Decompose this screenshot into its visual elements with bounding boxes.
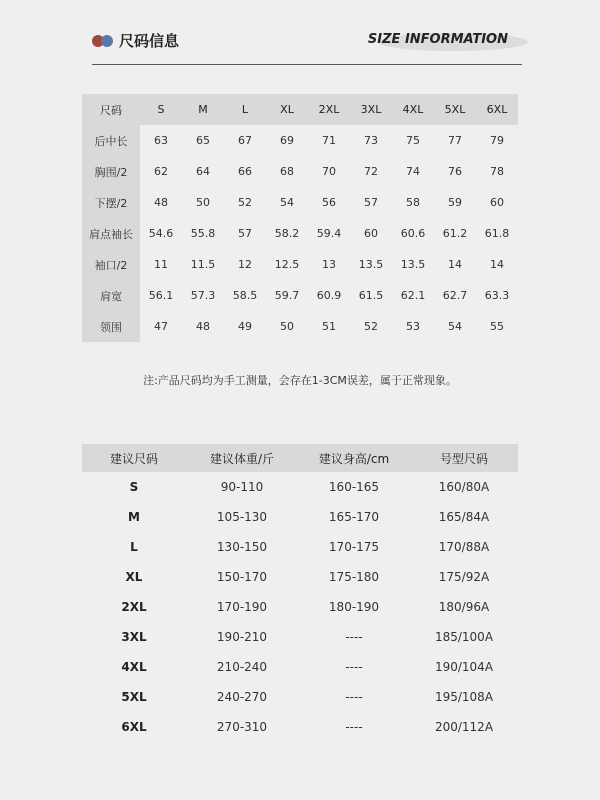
size-header-label: 尺码: [82, 94, 140, 125]
measurement-value: 63: [154, 134, 168, 147]
recommend-weight: 150-170: [216, 570, 268, 584]
recommend-height: 170-175: [328, 540, 380, 554]
measurement-value: 62: [154, 165, 168, 178]
measurement-value: 12: [238, 258, 252, 271]
size-table-row: [82, 156, 518, 187]
measurement-value: 74: [406, 165, 420, 178]
recommend-table-row: [82, 682, 518, 712]
measurement-value: 52: [238, 196, 252, 209]
measurement-label: 胸围/2: [82, 156, 140, 187]
measurement-value: 49: [238, 320, 252, 333]
measurement-value: 57: [238, 227, 252, 240]
measurement-value: 60.9: [316, 289, 342, 302]
recommend-weight: 190-210: [216, 630, 268, 644]
size-table-row: [82, 187, 518, 218]
measurement-value: 51: [322, 320, 336, 333]
recommend-size: XL: [125, 570, 143, 584]
measurement-value: 70: [322, 165, 336, 178]
title-english: SIZE INFORMATION: [367, 32, 508, 47]
measurement-value: 55: [490, 320, 504, 333]
measurement-value: 50: [280, 320, 294, 333]
measurement-value: 14: [490, 258, 504, 271]
title-chinese: 尺码信息: [119, 32, 180, 50]
measurement-value: 13: [322, 258, 336, 271]
measurement-value: 79: [490, 134, 504, 147]
measurement-value: 54.6: [148, 227, 174, 240]
measurement-value: 60: [490, 196, 504, 209]
measurement-value: 56: [322, 196, 336, 209]
recommend-code: 170/88A: [438, 540, 490, 554]
recommend-code: 190/104A: [434, 660, 494, 674]
recommend-height: 180-190: [328, 600, 380, 614]
recommend-weight: 240-270: [216, 690, 268, 704]
recommend-size: 2XL: [121, 600, 147, 614]
measurement-value: 58.2: [274, 227, 300, 240]
measurement-value: 11.5: [190, 258, 216, 271]
recommend-table-row: [82, 622, 518, 652]
recommend-size: L: [130, 540, 138, 554]
recommend-table-row: [82, 592, 518, 622]
size-header-cell: 6XL: [476, 94, 518, 125]
recommend-size: 5XL: [121, 690, 147, 704]
measurement-value: 54: [448, 320, 462, 333]
measurement-value: 73: [364, 134, 378, 147]
measurement-value: 57.3: [190, 289, 216, 302]
measurement-value: 48: [154, 196, 168, 209]
measurement-value: 77: [448, 134, 462, 147]
measurement-label: 肩点袖长: [82, 218, 140, 249]
recommend-size: 6XL: [121, 720, 147, 734]
recommend-height: 160-165: [328, 480, 380, 494]
recommend-height: ----: [345, 720, 363, 734]
measurement-value: 52: [364, 320, 378, 333]
recommend-weight: 270-310: [216, 720, 268, 734]
measurement-value: 59: [448, 196, 462, 209]
measurement-label: 肩宽: [82, 280, 140, 311]
measurement-value: 62.7: [442, 289, 468, 302]
recommend-header-cell: 建议身高/cm: [298, 444, 410, 472]
brand-dots-icon: [92, 35, 114, 47]
recommend-size: 3XL: [121, 630, 147, 644]
size-header-cell: L: [224, 94, 266, 125]
measurement-value: 54: [280, 196, 294, 209]
size-header-cell: 4XL: [392, 94, 434, 125]
size-table-header-row: [82, 94, 518, 125]
size-table-row: [82, 125, 518, 156]
measurement-value: 14: [448, 258, 462, 271]
measurement-value: 63.3: [484, 289, 510, 302]
recommend-code: 200/112A: [434, 720, 494, 734]
measurement-value: 53: [406, 320, 420, 333]
measurement-value: 48: [196, 320, 210, 333]
measurement-value: 13.5: [358, 258, 384, 271]
size-header-cell: XL: [266, 94, 308, 125]
blue-dot-icon: [101, 35, 113, 47]
title-english-block: [362, 28, 522, 58]
size-table-row: [82, 249, 518, 280]
recommend-code: 195/108A: [434, 690, 494, 704]
recommend-height: ----: [345, 660, 363, 674]
measurement-label: 后中长: [82, 125, 140, 156]
recommend-table-header-row: [82, 444, 518, 472]
size-table-row: [82, 218, 518, 249]
recommend-weight: 90-110: [220, 480, 264, 494]
recommend-table-row: [82, 502, 518, 532]
recommend-table-row: [82, 472, 518, 502]
recommend-header-cell: 号型尺码: [410, 444, 518, 472]
recommend-size: S: [129, 480, 139, 494]
measurement-value: 62.1: [400, 289, 426, 302]
measurement-value: 58.5: [232, 289, 258, 302]
measurement-label: 下摆/2: [82, 187, 140, 218]
recommend-height: ----: [345, 690, 363, 704]
recommend-weight: 210-240: [216, 660, 268, 674]
recommend-size: 4XL: [121, 660, 147, 674]
size-header-cell: S: [140, 94, 182, 125]
size-table-row: [82, 280, 518, 311]
measurement-value: 60.6: [400, 227, 426, 240]
recommend-code: 175/92A: [438, 570, 490, 584]
measurement-value: 13.5: [400, 258, 426, 271]
recommend-height: ----: [345, 630, 363, 644]
recommend-header-cell: 建议体重/斤: [186, 444, 298, 472]
size-header-cell: 3XL: [350, 94, 392, 125]
measurement-value: 47: [154, 320, 168, 333]
measurement-value: 76: [448, 165, 462, 178]
size-measurement-table: [82, 94, 518, 342]
measurement-value: 11: [154, 258, 168, 271]
recommend-height: 175-180: [328, 570, 380, 584]
recommend-table-row: [82, 562, 518, 592]
recommend-weight: 130-150: [216, 540, 268, 554]
size-header-cell: M: [182, 94, 224, 125]
measurement-value: 66: [238, 165, 252, 178]
measurement-value: 56.1: [148, 289, 174, 302]
size-recommendation-table: [82, 444, 518, 742]
measurement-value: 67: [238, 134, 252, 147]
measurement-value: 68: [280, 165, 294, 178]
measurement-note: 注:产品尺码均为手工测量，会存在1-3CM误差，属于正常现象。: [143, 374, 457, 387]
recommend-code: 180/96A: [438, 600, 490, 614]
recommend-table-row: [82, 532, 518, 562]
recommend-weight: 170-190: [216, 600, 268, 614]
size-table-row: [82, 311, 518, 342]
recommend-weight: 105-130: [216, 510, 268, 524]
measurement-value: 57: [364, 196, 378, 209]
measurement-value: 58: [406, 196, 420, 209]
measurement-value: 78: [490, 165, 504, 178]
recommend-table-row: [82, 652, 518, 682]
size-header-cell: 2XL: [308, 94, 350, 125]
measurement-value: 71: [322, 134, 336, 147]
measurement-value: 60: [364, 227, 378, 240]
measurement-value: 61.2: [442, 227, 468, 240]
page-header: [92, 28, 522, 65]
measurement-label: 袖口/2: [82, 249, 140, 280]
recommend-height: 165-170: [328, 510, 380, 524]
measurement-value: 61.5: [358, 289, 384, 302]
measurement-label: 领围: [82, 311, 140, 342]
recommend-code: 165/84A: [438, 510, 490, 524]
measurement-value: 69: [280, 134, 294, 147]
measurement-value: 55.8: [190, 227, 216, 240]
measurement-value: 50: [196, 196, 210, 209]
recommend-header-cell: 建议尺码: [82, 444, 186, 472]
measurement-value: 65: [196, 134, 210, 147]
measurement-value: 64: [196, 165, 210, 178]
recommend-table-row: [82, 712, 518, 742]
measurement-value: 61.8: [484, 227, 510, 240]
measurement-value: 12.5: [274, 258, 300, 271]
recommend-code: 160/80A: [438, 480, 490, 494]
recommend-size: M: [128, 510, 140, 524]
measurement-value: 59.4: [316, 227, 342, 240]
measurement-value: 72: [364, 165, 378, 178]
measurement-value: 59.7: [274, 289, 300, 302]
measurement-value: 75: [406, 134, 420, 147]
recommend-code: 185/100A: [434, 630, 494, 644]
size-header-cell: 5XL: [434, 94, 476, 125]
